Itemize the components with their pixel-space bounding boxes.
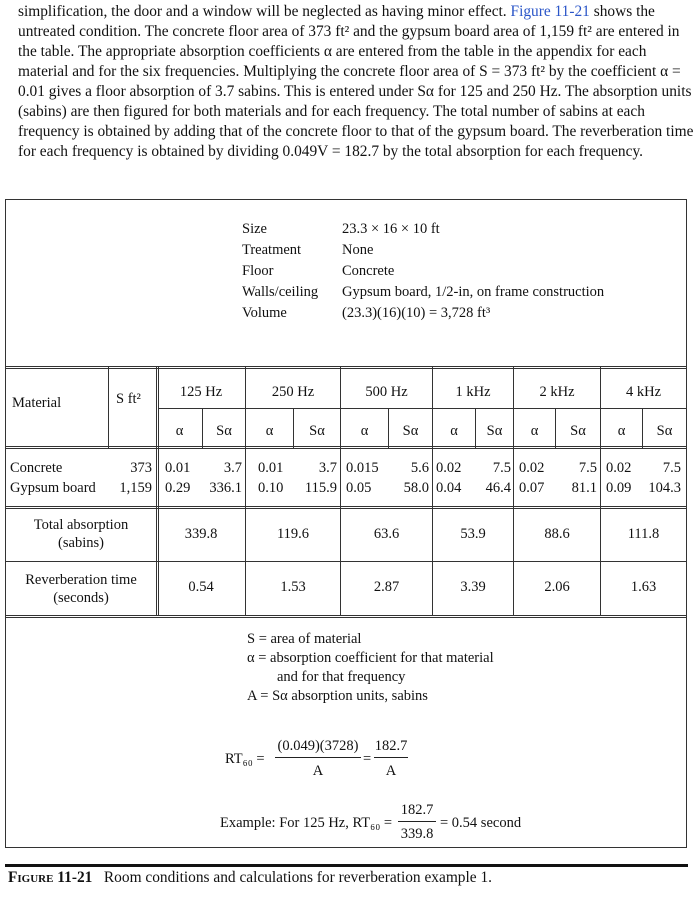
alpha-cell: 0.02 <box>606 460 632 476</box>
volume-value: (23.3)(16)(10) = 3,728 ft³ <box>342 305 491 321</box>
alpha-cell: 0.02 <box>436 460 462 476</box>
caption-rule <box>5 864 688 867</box>
floor-value: Concrete <box>342 263 395 279</box>
size-label: Size <box>242 221 267 237</box>
freq-header: 125 Hz <box>179 384 223 400</box>
formula-fraction-bar-2 <box>374 757 408 758</box>
rt-value: 1.63 <box>630 579 657 595</box>
total-value: 63.6 <box>373 526 400 542</box>
alpha-cell: 0.01 <box>258 460 284 476</box>
total-value: 119.6 <box>276 526 310 542</box>
total-label: Total absorption <box>33 517 129 533</box>
s-alpha-header: Sα <box>656 423 673 439</box>
example-fraction-bar <box>398 821 436 822</box>
example-result: = 0.54 second <box>440 815 522 831</box>
s-alpha-cell: 5.6 <box>410 460 429 476</box>
formula-numerator-1: (0.049)(3728) <box>277 738 359 754</box>
totals-rule <box>6 561 686 562</box>
total-value: 339.8 <box>184 526 218 542</box>
body-paragraph <box>18 2 694 162</box>
treatment-label: Treatment <box>242 242 302 258</box>
total-value: 111.8 <box>627 526 660 542</box>
s-alpha-cell: 7.5 <box>578 460 597 476</box>
freq-header: 4 kHz <box>625 384 662 400</box>
alpha-cell: 0.10 <box>258 480 284 496</box>
material-area: 1,159 <box>119 480 152 496</box>
s-alpha-cell: 46.4 <box>485 480 511 496</box>
figure-link[interactable]: Figure 11-21 <box>510 3 590 20</box>
alpha-header: α <box>360 423 369 439</box>
alpha-header: α <box>265 423 274 439</box>
treatment-value: None <box>342 242 374 258</box>
s-alpha-cell: 104.3 <box>648 480 681 496</box>
alpha-cell: 0.05 <box>346 480 372 496</box>
alpha-header: α <box>175 423 184 439</box>
alpha-cell: 0.04 <box>436 480 462 496</box>
alpha-header: α <box>530 423 539 439</box>
floor-label: Floor <box>242 263 274 279</box>
materials-rule <box>6 506 686 509</box>
figure-box <box>5 199 687 848</box>
caption-text: Room conditions and calculations for reverberation example 1. <box>103 869 492 886</box>
paragraph-text-1: simplification, the door and a window will be neglected as having minor effect. <box>18 3 511 20</box>
s-alpha-header: Sα <box>402 423 419 439</box>
rt60-lhs: RT₆₀ = <box>225 751 265 767</box>
s-alpha-cell: 3.7 <box>223 460 242 476</box>
size-value: 23.3 × 16 × 10 ft <box>342 221 440 237</box>
s-alpha-header: Sα <box>216 423 232 439</box>
freq-header: 2 kHz <box>539 384 575 400</box>
rt-value: 0.54 <box>188 579 214 595</box>
rt-value: 3.39 <box>460 579 486 595</box>
rt-value: 1.53 <box>280 579 306 595</box>
formula-numerator-2: 182.7 <box>374 738 408 754</box>
walls-label: Walls/ceiling <box>242 284 319 300</box>
example-denominator: 339.8 <box>400 826 434 842</box>
example-numerator: 182.7 <box>400 802 434 818</box>
total-value: 88.6 <box>544 526 570 542</box>
paragraph-text-2: shows the untreated condition. The concrete floor area of 373 ft² and the gypsum board area of 1,159 ft² are entered in the table. The appropriate absorption coefficients α are entered from the table in the appendix for each material and for the six frequencies. Multiplying the concrete floor area of S = 373 ft² by the coefficient α = 0.01 gives a floor absorption of 3.7 sabins. This is entered under Sα for 125 and 250 Hz. The absorption units (sabins) are then figured for both materials and for each frequency. The total number of sabins at each frequency is obtained by adding that of the concrete floor to that of the gypsum board. The reverberation time for each frequency is obtained by dividing 0.049V = 182.7 by the total absorption for each frequency. <box>18 3 694 160</box>
s-alpha-cell: 58.0 <box>403 480 429 496</box>
formula-denominator-2: A <box>385 763 397 779</box>
vline-material-area <box>108 367 109 448</box>
freq-header: 1 kHz <box>455 384 491 400</box>
alpha-cell: 0.02 <box>519 460 545 476</box>
alpha-cell: 0.09 <box>606 480 632 496</box>
alpha-header: α <box>617 423 626 439</box>
s-alpha-cell: 7.5 <box>662 460 681 476</box>
freq-sub-rule <box>158 408 686 409</box>
s-alpha-cell: 81.1 <box>571 480 597 496</box>
alpha-cell: 0.07 <box>519 480 545 496</box>
example-text: Example: For 125 Hz, RT₆₀ = <box>220 815 393 831</box>
formula-denominator-1: A <box>312 763 324 779</box>
s-alpha-header: Sα <box>570 423 586 439</box>
rt-value: 2.87 <box>373 579 400 595</box>
s-alpha-cell: 3.7 <box>318 460 337 476</box>
alpha-header: α <box>450 423 458 439</box>
s-alpha-cell: 7.5 <box>492 460 511 476</box>
s-alpha-header: Sα <box>486 423 503 439</box>
legend-line-2: α = absorption coefficient for that material <box>247 650 494 666</box>
legend-line-3: and for that frequency <box>277 669 406 685</box>
freq-header: 250 Hz <box>271 384 315 400</box>
freq-header: 500 Hz <box>365 384 408 400</box>
material-name: Gypsum board <box>10 480 96 496</box>
s-alpha-header: Sα <box>309 423 325 439</box>
s-alpha-cell: 336.1 <box>209 480 242 496</box>
material-area: 373 <box>130 460 152 476</box>
total-label-unit: (sabins) <box>58 535 104 551</box>
rt-label: Reverberation time <box>25 572 137 588</box>
legend-line-4: A = Sα absorption units, sabins <box>247 688 428 704</box>
caption-label: Figure 11-21 <box>8 869 93 886</box>
total-value: 53.9 <box>460 526 486 542</box>
alpha-cell: 0.29 <box>165 480 191 496</box>
rt-rule <box>6 615 686 618</box>
material-header: Material <box>12 395 62 411</box>
figure-caption <box>8 869 492 887</box>
rt-value: 2.06 <box>544 579 570 595</box>
material-name: Concrete <box>10 460 63 476</box>
s-alpha-cell: 115.9 <box>304 480 337 496</box>
area-header: S ft² <box>116 391 141 407</box>
alpha-cell: 0.015 <box>346 460 379 476</box>
walls-value: Gypsum board, 1/2-in, on frame construction <box>342 284 605 300</box>
rt-label-unit: (seconds) <box>53 590 109 606</box>
alpha-cell: 0.01 <box>165 460 191 476</box>
formula-equals: = <box>363 751 372 767</box>
legend-line-1: S = area of material <box>247 631 362 647</box>
volume-label: Volume <box>242 305 287 321</box>
formula-fraction-bar-1 <box>275 757 361 758</box>
